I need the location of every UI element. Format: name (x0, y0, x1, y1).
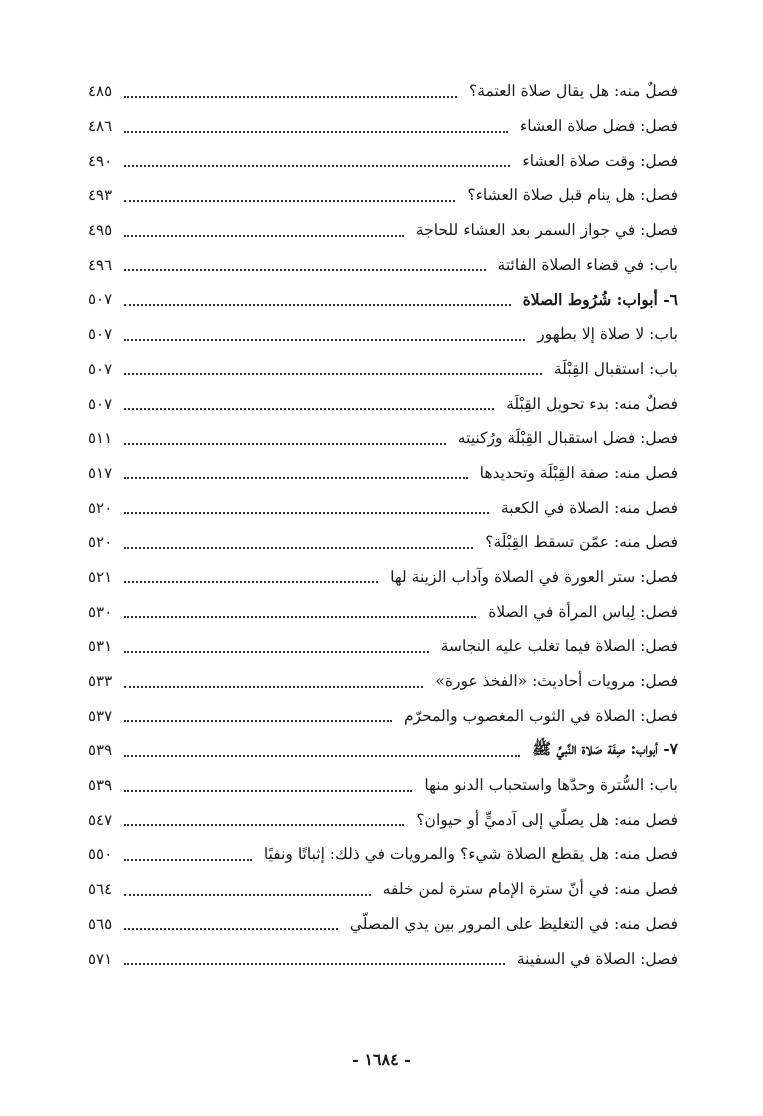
toc-entries (88, 74, 678, 976)
dot-leader (124, 95, 457, 98)
toc-entry (88, 421, 678, 456)
toc-entry-page: ٥٢٠ (88, 498, 113, 517)
toc-entry (88, 178, 678, 213)
dot-leader (124, 372, 542, 375)
toc-entry (88, 456, 678, 491)
toc-entry-page: ٥٣١ (88, 637, 113, 656)
toc-entry-title: فصلٌ منه: هل يقال صلاة العتمة؟ (468, 82, 678, 101)
dot-leader (124, 338, 525, 341)
page-number: - ١٦٨٤ - (352, 1050, 411, 1069)
toc-entry-title: فصل منه: هل يصلّي إلى آدميٍّ أو حيوان؟ (416, 810, 678, 829)
toc-entry-title: فصل منه: هل يقطع الصلاة شيء؟ والمرويات في ذلك: إثباتًا ونفيًا (263, 845, 678, 864)
toc-entry (88, 352, 678, 387)
toc-entry (88, 594, 678, 629)
toc-entry-page: ٥٠٧ (88, 325, 113, 344)
toc-entry-title: فصل: هل ينام قبل صلاة العشاء؟ (467, 186, 678, 205)
toc-entry-page: ٥٠٧ (88, 290, 113, 309)
toc-entry (88, 143, 678, 178)
toc-entry (88, 282, 678, 317)
toc-entry-title: فصل منه: الصلاة في الكعبة (500, 498, 678, 517)
dot-leader (124, 546, 473, 549)
dot-leader (124, 442, 446, 445)
toc-entry (88, 664, 678, 699)
toc-entry-title: فصل منه: في التغليظ على المرور بين يدي المصلّي (349, 914, 678, 933)
toc-entry-title: فصل: مرويات أحاديث: «الفخذ عورة» (435, 672, 678, 691)
toc-entry (88, 629, 678, 664)
toc-entry-title: باب: السُّترة وحدّها واستحباب الدنو منها (424, 776, 678, 795)
toc-entry-page: ٥٦٤ (88, 880, 113, 899)
dot-leader (124, 650, 429, 653)
dot-leader (124, 476, 467, 479)
toc-entry (88, 907, 678, 942)
dot-leader (124, 789, 412, 792)
dot-leader (124, 268, 485, 271)
toc-entry-page: ٤٨٦ (88, 117, 113, 136)
dot-leader (124, 858, 252, 861)
toc-entry-page: ٥٧١ (88, 949, 113, 968)
toc-entry-title: فصل: فضل صلاة العشاء (519, 117, 678, 136)
toc-entry-page: ٥٦٥ (88, 914, 113, 933)
toc-entry (88, 525, 678, 560)
toc-entry (88, 733, 678, 768)
dot-leader (124, 164, 510, 167)
toc-entry (88, 560, 678, 595)
toc-entry-title: فصل: لِباس المرأة في الصلاة (488, 602, 678, 621)
toc-entry (88, 213, 678, 248)
dot-leader (124, 407, 494, 410)
dot-leader (124, 893, 371, 896)
toc-entry-page: ٤٩٠ (88, 151, 113, 170)
toc-entry-title: فصلٌ منه: بدء تحويل القِبْلَة (506, 394, 678, 413)
toc-entry-title: ٦- أبواب: شُرُوط الصلاة (522, 289, 678, 309)
toc-entry-page: ٥٣٣ (88, 672, 113, 691)
toc-entry-page: ٥١١ (88, 429, 113, 448)
toc-entry-page: ٥٥٠ (88, 845, 113, 864)
dot-leader (124, 130, 508, 133)
toc-entry-title: فصل: في جواز السمر بعد العشاء للحاجة (415, 221, 678, 240)
toc-entry-page: ٥٣٩ (88, 776, 113, 795)
toc-entry-title: باب: في قضاء الصلاة الفائتة (497, 255, 678, 274)
toc-entry-page: ٤٩٦ (88, 255, 113, 274)
toc-entry-page: ٤٩٣ (88, 186, 113, 205)
dot-leader (124, 719, 392, 722)
toc-entry-page: ٥٣٩ (88, 741, 113, 760)
toc-entry-page: ٥٢٠ (88, 533, 113, 552)
dot-leader (124, 615, 476, 618)
toc-entry-page: ٥٢١ (88, 567, 113, 586)
toc-entry (88, 74, 678, 109)
toc-entry-title: فصل: فضل استقبال القِبْلَة ورُكنيته (457, 429, 678, 448)
toc-entry (88, 941, 678, 976)
dot-leader (124, 927, 338, 930)
toc-entry-title: باب: استقبال القِبْلَة (553, 359, 678, 378)
toc-entry (88, 317, 678, 352)
toc-entry-page: ٥٠٧ (88, 394, 113, 413)
toc-entry-page: ٤٨٥ (88, 82, 113, 101)
toc-entry-page: ٥٤٧ (88, 810, 113, 829)
dot-leader (124, 580, 378, 583)
toc-entry-page: ٥٣٧ (88, 706, 113, 725)
toc-entry-title: فصل: الصلاة فيما تغلب عليه النجاسة (440, 637, 678, 656)
dot-leader (124, 511, 489, 514)
toc-entry-title: ٧- أبواب: صِفَة صَلاة النَّبيِّ ﷺ (532, 738, 678, 758)
dot-leader (124, 823, 404, 826)
toc-entry (88, 768, 678, 803)
toc-entry (88, 872, 678, 907)
toc-entry (88, 109, 678, 144)
toc-entry-title: فصل: وقت صلاة العشاء (522, 151, 678, 170)
toc-entry (88, 386, 678, 421)
toc-entry (88, 698, 678, 733)
dot-leader (124, 303, 510, 306)
toc-entry-page: ٥٠٧ (88, 359, 113, 378)
toc-entry (88, 837, 678, 872)
toc-entry-title: فصل: الصلاة في السفينة (516, 949, 678, 968)
toc-entry-title: فصل منه: في أنّ سترة الإمام سترة لمن خلفه (382, 880, 678, 899)
toc-entry-title: فصل: الصلاة في الثوب المغصوب والمحرّم (403, 706, 678, 725)
toc-entry (88, 247, 678, 282)
dot-leader (124, 234, 404, 237)
toc-entry-title: باب: لا صلاة إلا بطهور (537, 325, 678, 344)
dot-leader (124, 754, 520, 757)
toc-entry-title: فصل منه: عمّن تسقط القِبْلَة؟ (485, 533, 678, 552)
table-of-contents (88, 74, 678, 976)
dot-leader (124, 685, 423, 688)
toc-entry-page: ٤٩٥ (88, 221, 113, 240)
toc-entry-title: فصل: ستر العورة في الصلاة وآداب الزينة لها (390, 567, 678, 586)
dot-leader (124, 962, 505, 965)
toc-entry-page: ٥١٧ (88, 463, 113, 482)
toc-entry (88, 490, 678, 525)
toc-entry-title: فصل منه: صفة القِبْلَة وتحديدها (479, 463, 678, 482)
dot-leader (124, 199, 455, 202)
toc-entry-page: ٥٣٠ (88, 602, 113, 621)
toc-entry (88, 802, 678, 837)
